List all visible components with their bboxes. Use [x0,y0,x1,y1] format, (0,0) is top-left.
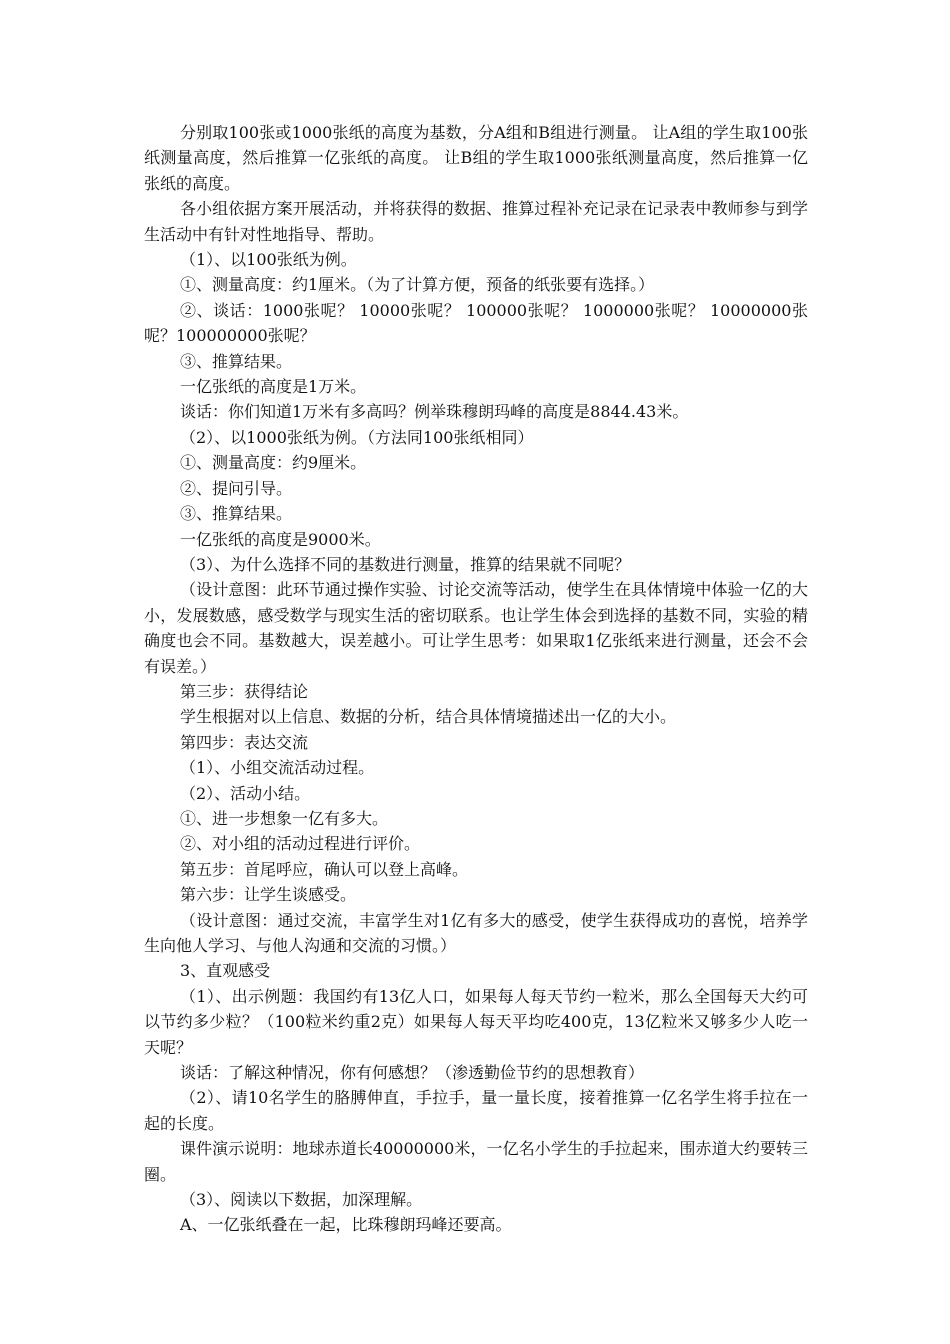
paragraph: ②、提问引导。 [180,478,293,498]
paragraph: 谈话：了解这种情况，你有何感想？（渗透勤俭节约的思想教育） [180,1063,645,1083]
document-body [144,120,808,1238]
paragraph: ③、推算结果。 [180,351,293,371]
paragraph: （设计意图：通过交流，丰富学生对1亿有多大的感受，使学生获得成功的喜悦，培养学生向他人学习、与他人沟通和交流的习惯。） [144,910,808,955]
paragraph: ②、对小组的活动过程进行评价。 [180,834,421,854]
paragraph: 谈话：你们知道1万米有多高吗？例举珠穆朗玛峰的高度是8844.43米。 [180,402,689,422]
paragraph: 第三步：获得结论 [180,681,309,701]
paragraph: （2）、请10名学生的胳膊伸直，手拉手，量一量长度，接着推算一亿名学生将手拉在一起的长度。 [144,1088,808,1133]
paragraph: （2）、活动小结。 [180,783,311,803]
paragraph: 分别取100张或1000张纸的高度为基数，分A组和B组进行测量。 让A组的学生取100张纸测量高度，然后推算一亿张纸的高度。 让B组的学生取1000张纸测量高度，然后推算一亿张纸的高度。 [144,123,808,193]
paragraph: 一亿张纸的高度是9000米。 [180,529,381,549]
paragraph: （设计意图：此环节通过操作实验、讨论交流等活动，使学生在具体情境中体验一亿的大小，发展数感，感受数学与现实生活的密切联系。也让学生体会到选择的基数不同，实验的精确度也会不同。基数越大，误差越小。可让学生思考：如果取1亿张纸来进行测量，还会不会有误差。） [144,580,808,676]
paragraph: 第六步：让学生谈感受。 [180,885,357,905]
paragraph: （2）、以1000张纸为例。（方法同100张纸相同） [180,427,534,447]
paragraph: ①、测量高度：约1厘米。（为了计算方便，预备的纸张要有选择。） [180,275,655,295]
paragraph: A、一亿张纸叠在一起，比珠穆朗玛峰还要高。 [180,1215,512,1235]
paragraph: 第四步：表达交流 [180,732,309,752]
paragraph: 3、直观感受 [180,961,271,981]
paragraph: 第五步：首尾呼应，确认可以登上高峰。 [180,859,469,879]
paragraph: （1）、小组交流活动过程。 [180,758,375,778]
paragraph: （1）、出示例题：我国约有13亿人口，如果每人每天节约一粒米，那么全国每天大约可以节约多少粒？（100粒米约重2克）如果每人每天平均吃400克，13亿粒米又够多少人吃一天呢？ [144,986,808,1057]
paragraph: ②、谈话：1000张呢？ 10000张呢？ 100000张呢？ 1000000张呢？ 10000000张呢？100000000张呢？ [144,300,808,346]
paragraph: （1）、以100张纸为例。 [180,250,357,270]
paragraph: 学生根据对以上信息、数据的分析，结合具体情境描述出一亿的大小。 [180,707,677,727]
paragraph: ①、测量高度：约9厘米。 [180,453,367,473]
paragraph: 各小组依据方案开展活动，并将获得的数据、推算过程补充记录在记录表中教师参与到学生活动中有针对性地指导、帮助。 [144,199,808,244]
paragraph: ③、推算结果。 [180,504,293,524]
paragraph: 课件演示说明：地球赤道长40000000米，一亿名小学生的手拉起来，围赤道大约要转三圈。 [144,1139,808,1184]
paragraph: ①、进一步想象一亿有多大。 [180,808,389,828]
paragraph: 一亿张纸的高度是1万米。 [180,377,367,397]
paragraph: （3）、阅读以下数据，加深理解。 [180,1190,423,1210]
paragraph: （3）、为什么选择不同的基数进行测量，推算的结果就不同呢？ [180,554,631,574]
